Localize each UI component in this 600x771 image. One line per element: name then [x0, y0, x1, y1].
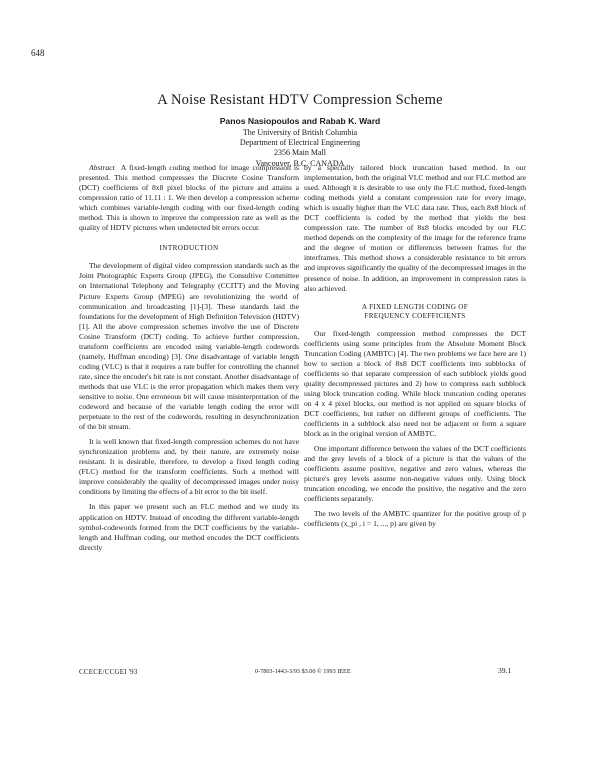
section-paragraph: One important difference between the values of the DCT coefficients and the grey levels of a block of a picture is that the values of the coefficients assume positive, negative and zero values, whereas the picture's grey levels assume non-negative values only. Using block truncation encoding, we encode the positive, the negative and the zero coefficients separately. [304, 444, 526, 504]
paper-title: A Noise Resistant HDTV Compression Scheme [157, 92, 443, 108]
intro-paragraph: It is well known that fixed-length compression schemes do not have synchronization problems and, by their nature, are extremely noise resistant. It is desirable, therefore, to develop a fixed length coding (FLC) method for the transform coefficients. Such a method will improve considerably the quality of decompressed images under noisy conditions by limiting the effects of a bit error to the bit itself. [79, 437, 299, 497]
intro-paragraph: In this paper we present such an FLC method and we study its application on HDTV. Instead of encoding the different variable-length symbol-codewords formed from the DCT coefficients by the variable-length and Huffman coding, our method encodes the DCT coefficients directly [79, 502, 299, 552]
abstract [79, 163, 299, 233]
affiliation-line: The University of British Columbia [242, 128, 358, 137]
section-heading-fixed-length-coding [304, 303, 526, 322]
page-number: 648 [31, 48, 45, 58]
footer-copyright: 0-7803-1443-3/93 $3.00 © 1993 IEEE [255, 668, 351, 675]
section-paragraph: The two levels of the AMBTC quantizer for the positive group of p coefficients (x_pi , i = 1, ..., p) are given by [304, 509, 526, 529]
continued-paragraph: by a specially tailored block truncation based method. In our implementation, both the original VLC method and our FLC method are used. Although it is desirable to use only the FLC method, fixed-length coding methods yield a constant compression rate for every image, which is usually higher than the VLC data rate. Thus, each 8x8 block of DCT coefficients is coded by the method that yields the best compression rate. The number of 8x8 blocks encoded by our FLC method depends on the complexity of the image for the reference frame and the degree of motion or differences between frames for the interframes. This method shows a considerable resistance to bit errors and improves significantly the quality of the decompressed images in the presence of noise. In addition, an improvement in compression rates is also achieved. [304, 163, 526, 293]
abstract-text: A fixed-length coding method for image compression is presented. This method compresses the Discrete Cosine Transform (DCT) coefficients of 8x8 pixel blocks of the picture and attains a compression ratio of 11.11 : 1. We then develop a compression scheme which combines variable-length coding with our fixed-length coding method. This is shown to improve the compression rate as well as the quality of HDTV pictures when undetected bit errors occur. [79, 163, 299, 233]
author-names: Panos Nasiopoulos and Rabab K. Ward [219, 116, 381, 126]
footer-section-number: 39.1 [498, 666, 512, 675]
footer-conference: CCECE/CCGEI '93 [79, 668, 138, 676]
affiliation-line: Department of Electrical Engineering [239, 138, 361, 148]
section-heading-introduction: INTRODUCTION [159, 244, 219, 253]
intro-paragraph: The development of digital video compression standards such as the Joint Photographic Experts Group (JPEG), the Consultive Committee on International Telephony and Telegraphy (CCITT) and the Moving Picture Experts Group (MPEG) are revolutionizing the world of communication and broadcasting [1]-[3]. These standards laid the foundations for the development of High Definition Television (HDTV) [1]. All the above compression schemes involve the use of Discrete Cosine Transform (DCT) coding. To achieve further compression, transform coefficients are encoded using variable-length codewords (namely, Huffman encoding) [3]. One disadvantage of variable length coding (VLC) is that it requires a rate buffer for controlling the channel rate, since the encoder's bit rate is not constant. Another disadvantage of methods that use VLC is the error propagation which makes them very sensitive to noise. One erroneous bit will cause misinterpretation of the codeword and because of the variable length coding the error will perpetuate to the rest of the codewords, resulting in desynchronization of the bit stream. [79, 261, 299, 432]
affiliation-line: Vancouver, B.C. CANADA [255, 158, 345, 168]
right-column [304, 163, 526, 530]
section-heading-line: FREQUENCY COEFFICIENTS [364, 312, 466, 321]
affiliation-line: 2356 Main Mall [274, 148, 326, 158]
abstract-label: Abstract [89, 163, 115, 172]
section-heading-line: A FIXED LENGTH CODING OF [361, 302, 469, 311]
left-column [79, 163, 299, 553]
section-paragraph: Our fixed-length compression method compresses the DCT coefficients using some principles from the Absolute Moment Block Truncation Coding (AMBTC) [4]. The two problems we face here are 1) how to section a block of 8x8 DCT coefficients into subblocks of coefficients so that separate compression of each subblock yields good quality decompressed pictures and 2) how to compress each subblock using block truncation coding. While block truncation coding operates on 4 x 4 pixel blocks, our method is not applied on square blocks of DCT coefficients, but rather on different groups of coefficients. The coefficients in a subblock also need not be adjacent or form a square block as in the original version of AMBTC. [304, 328, 526, 439]
